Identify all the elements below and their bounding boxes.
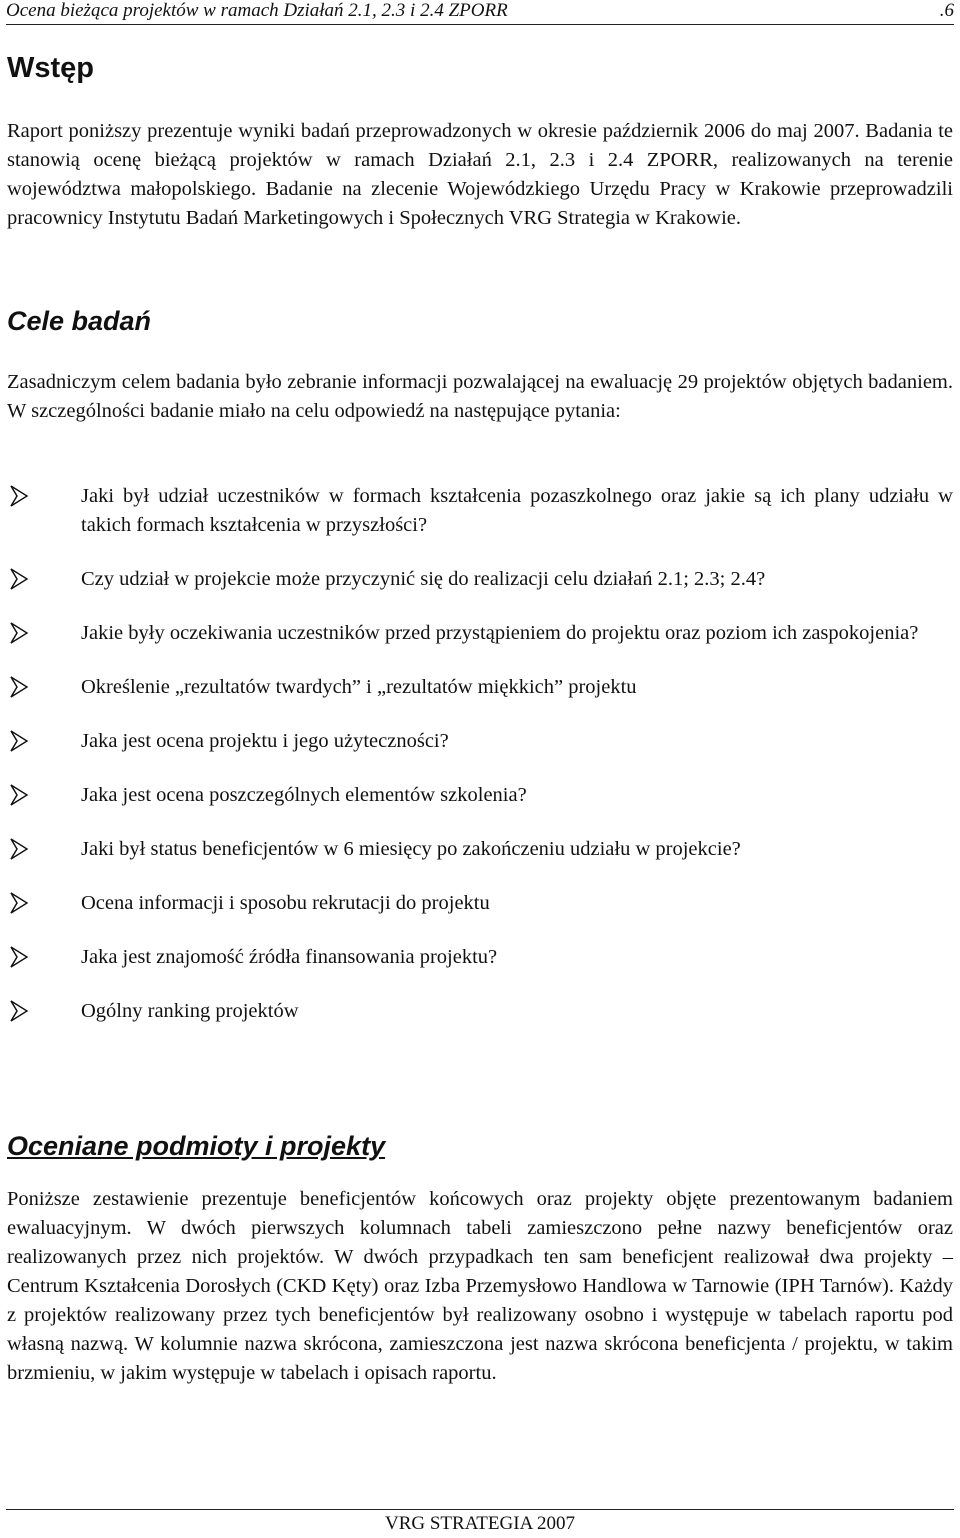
arrowhead-bullet-icon: [9, 946, 29, 968]
arrowhead-bullet-icon: [9, 676, 29, 698]
list-item: [7, 482, 953, 540]
arrowhead-bullet-icon: [9, 568, 29, 590]
list-item-text: Określenie „rezultatów twardych” i „rezultatów miękkich” projektu: [81, 676, 637, 698]
arrowhead-bullet-icon: [9, 1000, 29, 1022]
list-item: [7, 727, 953, 756]
list-item: [7, 835, 953, 864]
list-item: [7, 673, 953, 702]
running-header: [6, 0, 954, 25]
section-heading-wstep: Wstęp: [7, 52, 94, 84]
list-item: [7, 997, 953, 1026]
list-item-text: Jaka jest znajomość źródła finansowania projektu?: [81, 946, 498, 968]
list-item-text: Ogólny ranking projektów: [81, 1000, 299, 1022]
arrowhead-bullet-icon: [9, 622, 29, 644]
list-item-text: Ocena informacji i sposobu rekrutacji do projektu: [81, 892, 490, 914]
subjects-paragraph: Poniższe zestawienie prezentuje beneficjentów końcowych oraz projekty objęte prezentowanym badaniem ewaluacyjnym. W dwóch pierwszych kolumnach tabeli zamieszczono pełne nazwy beneficjentów oraz realizowanych przez nich projektów. W dwóch przypadkach ten sam beneficjent realizował dwa projekty – Centrum Kształcenia Dorosłych (CKD Kęty) oraz Izba Przemysłowo Handlowa w Tarnowie (IPH Tarnów). Każdy z projektów realizowany przez tych beneficjentów był realizowany osobno i występuje w tabelach raportu pod własną nazwą. W kolumnie nazwa skrócona, zamieszczona jest nazwa skrócona beneficjenta / projektu, w takim brzmieniu, w jakim występuje w tabelach i opisach raportu.: [7, 1188, 953, 1384]
research-questions-list: [7, 482, 953, 1051]
section-heading-oceniane-podmioty: Oceniane podmioty i projekty: [7, 1131, 386, 1161]
list-item-text: Jakie były oczekiwania uczestników przed przystąpieniem do projektu oraz poziom ich zaspokojenia?: [81, 622, 919, 644]
goals-paragraph: Zasadniczym celem badania było zebranie informacji pozwalającej na ewaluację 29 projektów objętych badaniem. W szczególności badanie miało na celu odpowiedź na następujące pytania:: [7, 371, 953, 422]
section-heading-cele-badan: Cele badań: [7, 306, 152, 336]
footer-text: VRG STRATEGIA 2007: [384, 1513, 575, 1534]
list-item-text: Jaka jest ocena poszczególnych elementów szkolenia?: [81, 784, 527, 806]
page-number: .6: [939, 0, 954, 21]
intro-paragraph: Raport poniższy prezentuje wyniki badań przeprowadzonych w okresie październik 2006 do maj 2007. Badania te stanowią ocenę bieżącą projektów w ramach Działań 2.1, 2.3 i 2.4 ZPORR, realizowanych na terenie województwa małopolskiego. Badanie na zlecenie Wojewódzkiego Urzędu Pracy w Krakowie przeprowadzili pracownicy Instytutu Badań Marketingowych i Społecznych VRG Strategia w Krakowie.: [7, 120, 953, 229]
arrowhead-bullet-icon: [9, 784, 29, 806]
list-item: [7, 943, 953, 972]
list-item: [7, 565, 953, 594]
running-footer: [6, 1509, 954, 1535]
list-item: [7, 781, 953, 810]
list-item-text: Czy udział w projekcie może przyczynić się do realizacji celu działań 2.1; 2.3; 2.4?: [81, 568, 766, 590]
list-item-text: Jaki był udział uczestników w formach kształcenia pozaszkolnego oraz jakie są ich plany udziału w takich formach kształcenia w przyszłości?: [81, 485, 953, 536]
list-item: [7, 889, 953, 918]
arrowhead-bullet-icon: [9, 892, 29, 914]
arrowhead-bullet-icon: [9, 838, 29, 860]
list-item: [7, 619, 953, 648]
arrowhead-bullet-icon: [9, 730, 29, 752]
header-title: Ocena bieżąca projektów w ramach Działań 2.1, 2.3 i 2.4 ZPORR: [6, 0, 508, 21]
list-item-text: Jaka jest ocena projektu i jego użyteczności?: [81, 730, 449, 752]
list-item-text: Jaki był status beneficjentów w 6 miesięcy po zakończeniu udziału w projekcie?: [81, 838, 741, 860]
arrowhead-bullet-icon: [9, 485, 29, 507]
